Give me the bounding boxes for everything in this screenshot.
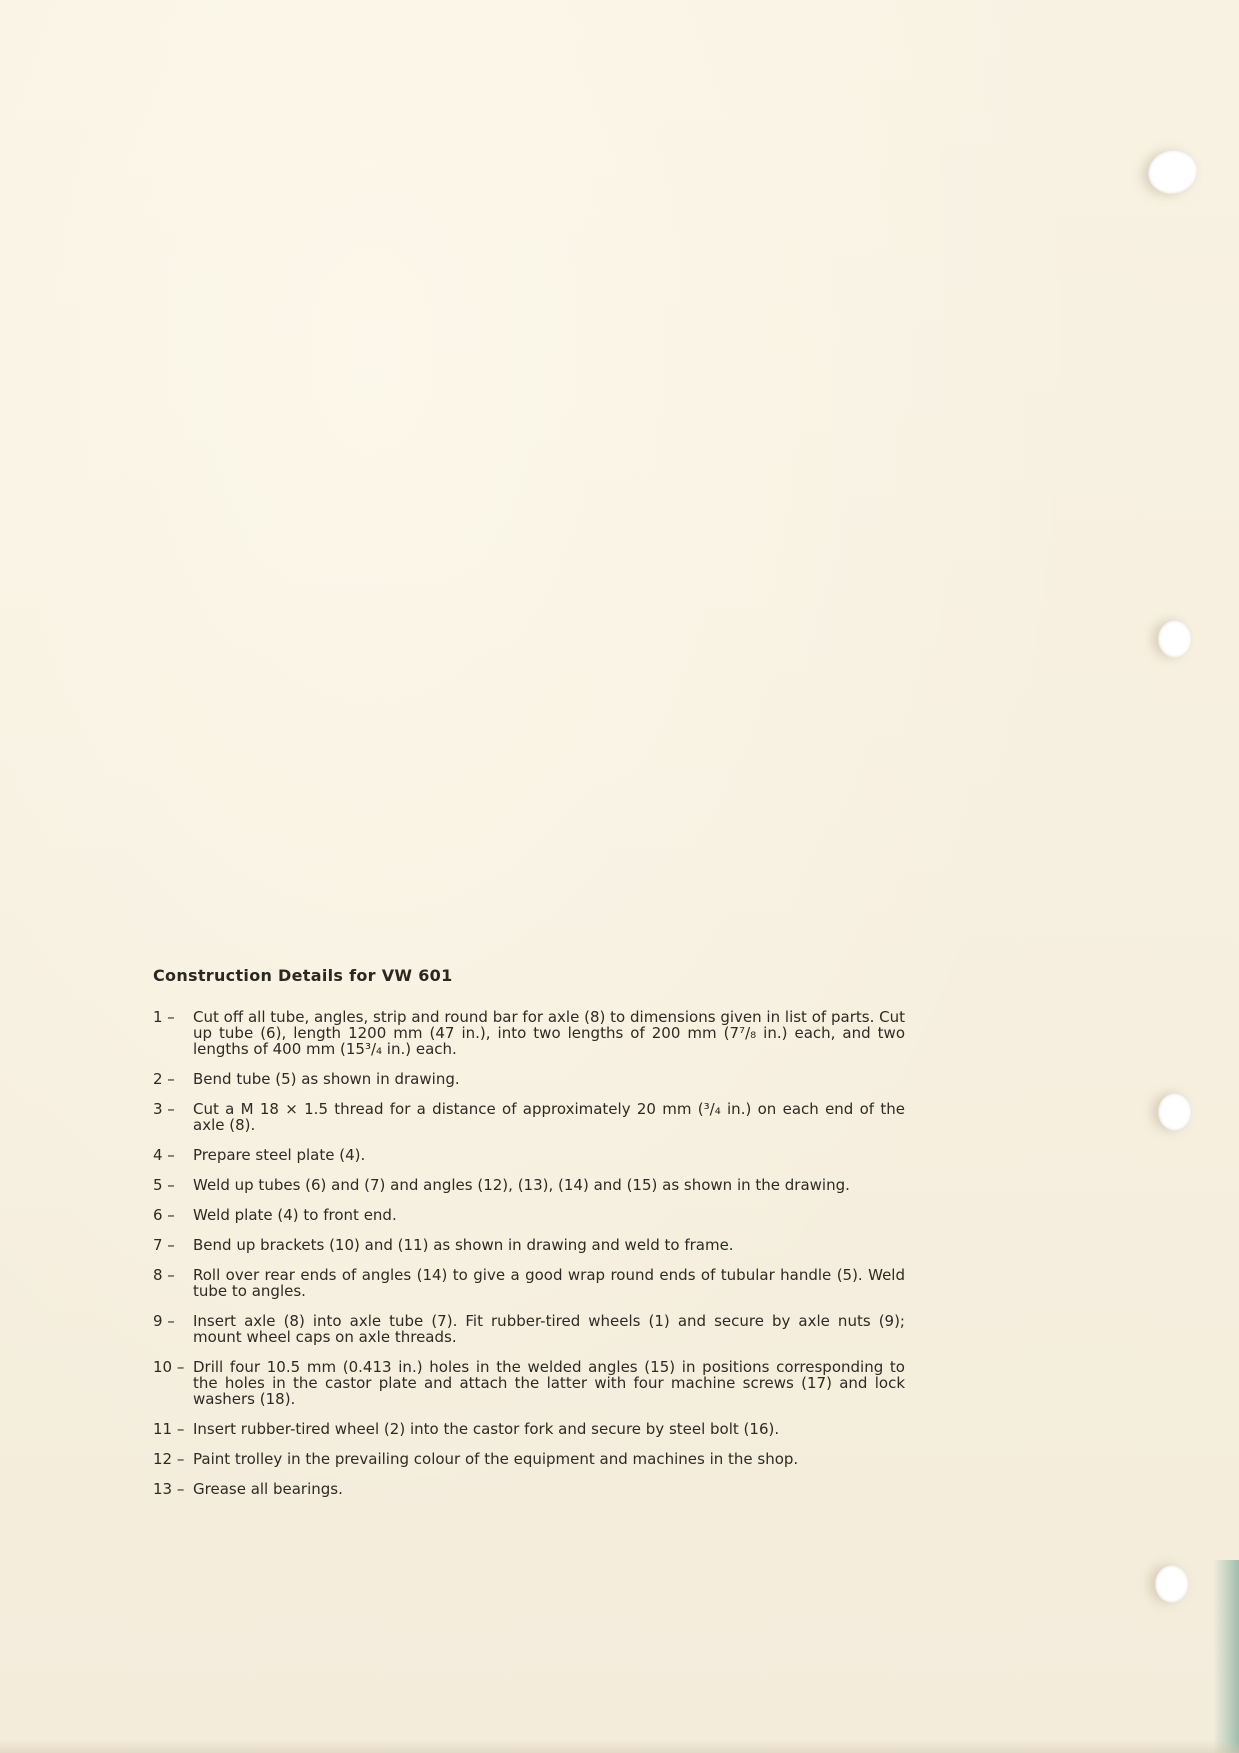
step-text: Drill four 10.5 mm (0.413 in.) holes in the welded angles (15) in positions corresponding to the holes in the castor plate and attach the latter with four machine screws (17) and lock washers (18). — [193, 1358, 905, 1408]
step-number: 2 – — [153, 1070, 175, 1088]
step-number: 9 – — [153, 1312, 175, 1330]
step-text: Bend tube (5) as shown in drawing. — [193, 1070, 460, 1088]
step-number: 10 – — [153, 1358, 185, 1376]
step-text: Paint trolley in the prevailing colour of the equipment and machines in the shop. — [193, 1450, 799, 1468]
step-text: Roll over rear ends of angles (14) to give a good wrap round ends of tubular handle (5). Weld tube to angles. — [193, 1266, 905, 1300]
section-title: Construction Details for VW 601 — [153, 966, 453, 985]
step-item — [153, 1421, 905, 1437]
step-item — [153, 1237, 905, 1253]
step-item — [153, 1451, 905, 1467]
step-item — [153, 1177, 905, 1193]
step-text: Insert axle (8) into axle tube (7). Fit rubber-tired wheels (1) and secure by axle nuts (9); mount wheel caps on axle threads. — [193, 1312, 905, 1346]
page-edge — [0, 1740, 1239, 1753]
step-number: 11 – — [153, 1420, 185, 1438]
step-item — [153, 1481, 905, 1497]
edge-stain — [1213, 1560, 1239, 1753]
step-text: Insert rubber-tired wheel (2) into the castor fork and secure by steel bolt (16). — [193, 1420, 780, 1438]
step-text: Cut off all tube, angles, strip and round bar for axle (8) to dimensions given in list of parts. Cut up tube (6), length 1200 mm (47 in.), into two lengths of 200 mm (7⁷/₈ in.) each, and two lengths of 400 mm (15³/₄ in.) each. — [193, 1008, 905, 1058]
punch-hole — [1158, 620, 1192, 658]
step-item — [153, 1071, 905, 1087]
step-text: Prepare steel plate (4). — [193, 1146, 366, 1164]
step-text: Weld plate (4) to front end. — [193, 1206, 397, 1224]
step-number: 3 – — [153, 1100, 175, 1118]
steps-list — [153, 1009, 905, 1497]
step-number: 6 – — [153, 1206, 175, 1224]
step-item — [153, 1009, 905, 1057]
punch-hole — [1144, 145, 1202, 198]
step-item — [153, 1267, 905, 1299]
step-number: 7 – — [153, 1236, 175, 1254]
step-text: Bend up brackets (10) and (11) as shown in drawing and weld to frame. — [193, 1236, 734, 1254]
step-number: 8 – — [153, 1266, 175, 1284]
punch-hole — [1155, 1565, 1189, 1603]
construction-details — [153, 966, 905, 1511]
step-number: 13 – — [153, 1480, 185, 1498]
step-text: Grease all bearings. — [193, 1480, 343, 1498]
step-text: Cut a M 18 × 1.5 thread for a distance of approximately 20 mm (³/₄ in.) on each end of the axle (8). — [193, 1100, 905, 1134]
step-item — [153, 1207, 905, 1223]
step-number: 5 – — [153, 1176, 175, 1194]
punch-hole — [1158, 1093, 1192, 1131]
step-item — [153, 1101, 905, 1133]
step-item — [153, 1359, 905, 1407]
step-text: Weld up tubes (6) and (7) and angles (12), (13), (14) and (15) as shown in the drawing. — [193, 1176, 850, 1194]
step-number: 12 – — [153, 1450, 185, 1468]
step-item — [153, 1147, 905, 1163]
step-number: 1 – — [153, 1008, 175, 1026]
step-item — [153, 1313, 905, 1345]
step-number: 4 – — [153, 1146, 175, 1164]
